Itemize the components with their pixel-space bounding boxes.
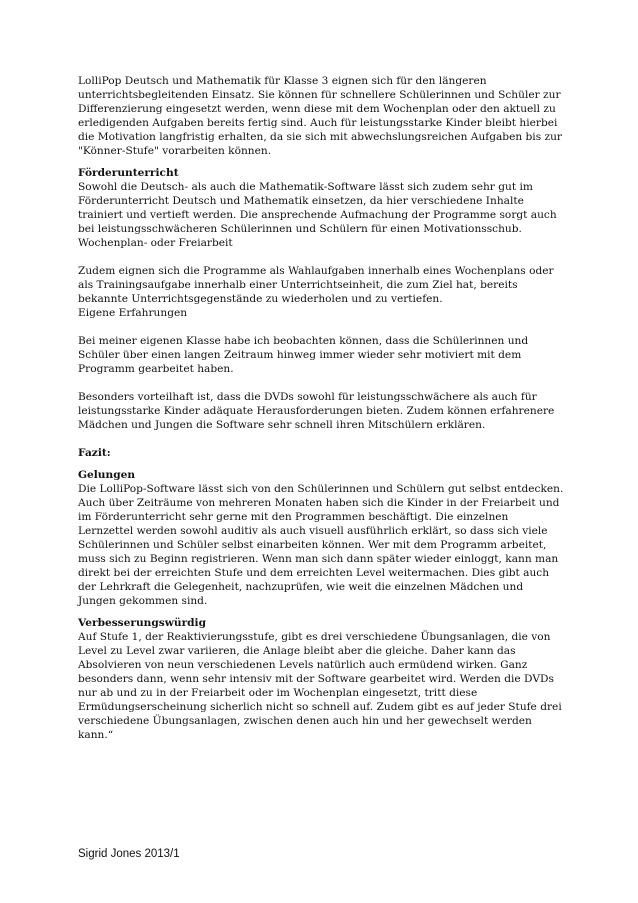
gelungen-paragraph: Die LolliPop-Software lässt sich von den Schülerinnen und Schülern gut selbst entdecken. Auch über Zeiträume von mehreren Monaten haben sich die Kinder in der Freiarbeit und im Förderunterricht sehr gerne mit den Programmen beschäftigt. Die einzelnen Lernzettel werden sowohl auditiv als auch visuell ausführlich erklärt, so dass sich viele Schülerinnen und Schüler selbst einarbeiten können. Wer mit dem Programm arbeitet, muss sich zu Beginn registrieren. Wenn man sich dann später wieder einloggt, kann man direkt bei der erreichten Stufe und dem erreichten Level weitermachen. Dies gibt auch der Lehrkraft die Gelegenheit, nachzuprüfen, wie weit die einzelnen Mädchen und Jungen gekommen sind. [78,483,564,607]
wochenplan-paragraph: Zudem eignen sich die Programme als Wahlaufgaben innerhalb eines Wochenplans oder als Trainingsaufgabe innerhalb einer Unterrichtseinheit, die zum Ziel hat, bereits bekannte Unterrichtsgegenstände zu wiederholen und zu vertiefen. [78,265,554,305]
heading-fazit: Fazit: [78,447,111,459]
erfahrungen-paragraph-2: Besonders vorteilhaft ist, dass die DVDs sowohl für leistungsschwächere als auch für leistungsstarke Kinder adäquate Herausforderungen bieten. Zudem können erfahrenere Mädchen und Jungen die Software sehr schnell ihren Mitschülern erklären. [78,391,555,431]
foerderunterricht-paragraph: Sowohl die Deutsch- als auch die Mathematik-Software lässt sich zudem sehr gut im Förderunterricht Deutsch und Mathematik einsetzen, da hier verschiedene Inhalte trainiert und vertieft werden. Die ansprechende Aufmachung der Programme sorgt auch bei leistungsschwächeren Schülerinnen und Schülern für einen Motivationsschub. [78,181,557,235]
erfahrungen-paragraph-1: Bei meiner eigenen Klasse habe ich beobachten können, dass die Schülerinnen und Schüler über einen langen Zeitraum hinweg immer wieder sehr motiviert mit dem Programm gearbeitet haben. [78,335,529,375]
verbesserungswuerdig-paragraph: Auf Stufe 1, der Reaktivierungsstufe, gibt es drei verschiedene Übungsanlagen, die von Level zu Level zwar variieren, die Anlage bleibt aber die gleiche. Daher kann das Absolvieren von neun verschiedenen Levels natürlich auch ermüdend wirken. Ganz besonders dann, wenn sehr intensiv mit der Software gearbeitet wird. Werden die DVDs nur ab und zu in der Freiarbeit oder im Wochenplan eingesetzt, tritt diese Ermüdungserscheinung sicherlich nicht so schnell auf. Zudem gibt es auf jeder Stufe drei verschiedene Übungsanlagen, zwischen denen auch hin und her gewechselt werden kann.“ [78,631,562,741]
heading-verbesserungswuerdig: Verbesserungswürdig [78,617,206,629]
page-footer: Sigrid Jones 2013/1 [78,848,180,860]
heading-gelungen: Gelungen [78,469,136,481]
heading-foerderunterricht: Förderunterricht [78,167,179,179]
document-body [78,74,564,742]
subheading-wochenplan: Wochenplan- oder Freiarbeit [78,237,233,249]
subheading-erfahrungen: Eigene Erfahrungen [78,307,188,319]
intro-paragraph: LolliPop Deutsch und Mathematik für Klasse 3 eignen sich für den längeren unterrichtsbegleitenden Einsatz. Sie können für schnellere Schülerinnen und Schüler zur Differenzierung eingesetzt werden, wenn diese mit dem Wochenplan oder den aktuell zu erledigenden Aufgaben bereits fertig sind. Auch für leistungsstarke Kinder bleibt hierbei die Motivation langfristig erhalten, da sie sich mit abwechslungsreichen Aufgaben bis zur "Könner-Stufe" vorarbeiten können. [78,75,562,157]
